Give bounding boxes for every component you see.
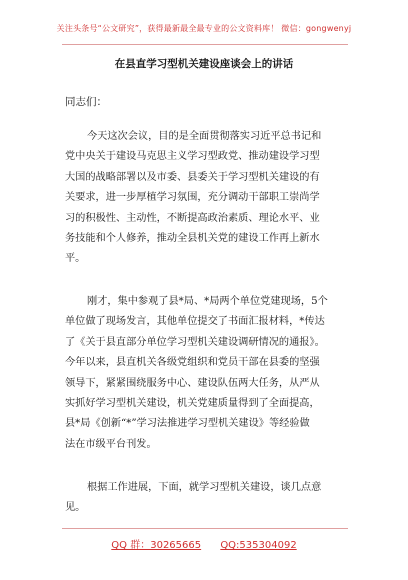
- paragraph-line: 党中央关于建设马克思主义学习型政党、推动建设学习型: [65, 151, 320, 163]
- paragraph-line: 见。: [65, 502, 86, 514]
- paragraph-line: 县*局《创新“*”学习法推进学习型机关建设》等经验做: [65, 418, 310, 430]
- paragraph-line: 今年以来，县直机关各级党组织和党员干部在县委的坚强: [65, 357, 320, 369]
- document-title: 在县直学习型机关建设座谈会上的讲话: [114, 58, 294, 70]
- paragraph-line: 平。: [65, 253, 86, 265]
- paragraph-line: 领导下，紧紧围绕服务中心、建设队伍两大任务，从严从: [65, 377, 320, 389]
- paragraph-2: [65, 292, 328, 455]
- paragraph-line: 根据工作进展，下面，就学习型机关建设，谈几点意: [87, 482, 322, 493]
- footer: [0, 536, 408, 551]
- paragraph-line: 习的积极性、主动性，不断提高政治素质、理论水平、业: [65, 212, 320, 224]
- paragraph-line: 实抓好学习型机关建设，机关党建质量得到了全面提高，: [65, 398, 320, 410]
- paragraph-line: 法在市级平台刊发。: [65, 438, 157, 450]
- salutation: 同志们：: [65, 96, 107, 108]
- footer-divider: [62, 528, 348, 529]
- footer-qq-group: QQ 群：30265665: [111, 540, 202, 551]
- paragraph-3: [65, 478, 321, 519]
- paragraph-line: 了《关于县直部分单位学习型机关建设调研情况的通报》。: [65, 336, 325, 348]
- paragraph-line: 务技能和个人修养，推动全县机关党的建设工作再上新水: [65, 233, 320, 245]
- paragraph-line: 单位做了现场发言，其他单位提交了书面汇报材料，*传达: [65, 316, 325, 328]
- header-divider: [62, 44, 348, 45]
- footer-qq-number: QQ:535304092: [220, 540, 297, 551]
- paragraph-line: 大国的战略部署以及市委、县委关于学习型机关建设的有: [65, 171, 320, 183]
- paragraph-line: 刚才，集中参观了县*局、*局两个单位党建现场，5个: [87, 296, 328, 307]
- paragraph-line: 关要求，进一步厚植学习氛围，充分调动干部职工崇尚学: [65, 192, 320, 204]
- paragraph-1: [65, 127, 321, 270]
- header-banner: 关注头条号“公文研究”，获得最新最全最专业的公文资料库！ 微信：gongwenyj: [56, 24, 352, 33]
- paragraph-line: 今天这次会议，目的是全面贯彻落实习近平总书记和: [87, 131, 322, 142]
